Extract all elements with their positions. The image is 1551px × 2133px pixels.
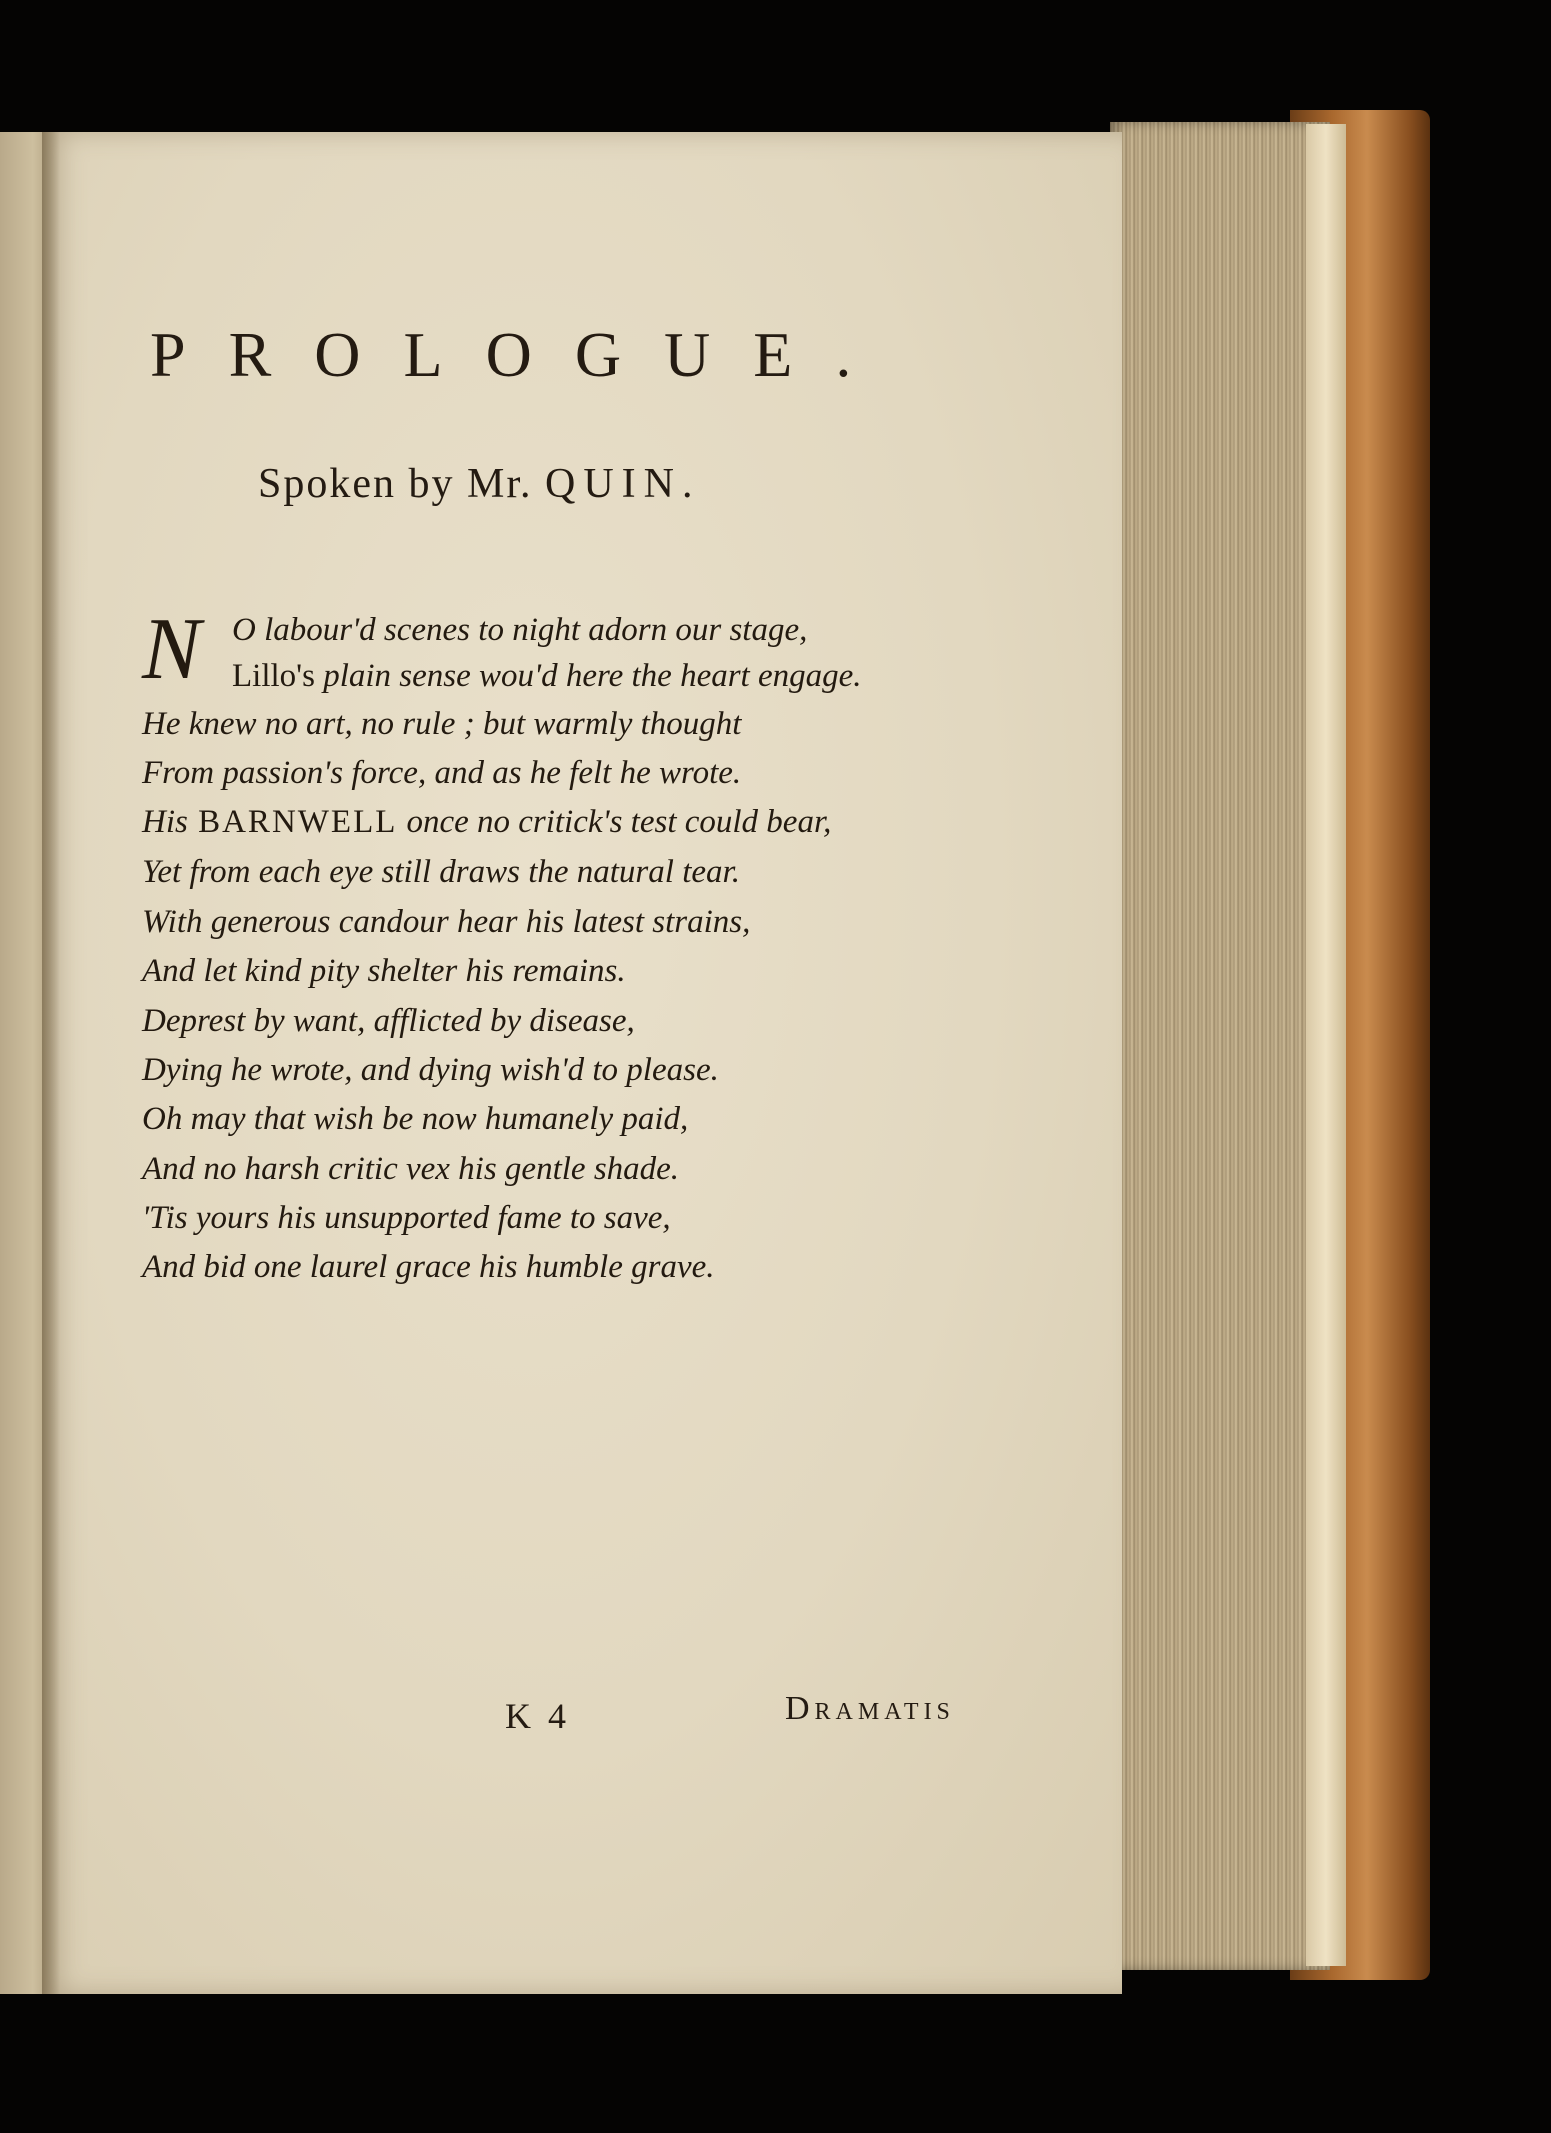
signature-mark: K 4 [505,1696,570,1736]
subtitle-prefix: Spoken by Mr. [258,461,533,507]
speaker-name: QUIN. [545,461,701,507]
poem-line [142,804,831,841]
poem-line: And let kind pity shelter his remains. [142,953,626,989]
poem-text: His [142,804,188,840]
poem-line: And bid one laurel grace his humble grave. [142,1249,715,1285]
poem-line: Dying he wrote, and dying wish'd to please. [142,1052,719,1088]
poem-word: Lillo's [232,658,315,694]
poem-text: once no critick's test could bear, [406,804,832,840]
poem-line [232,658,862,695]
poem-text: plain sense wou'd here the heart engage. [314,658,862,694]
catchword: Dramatis [785,1690,955,1727]
page-block-edges [1110,122,1330,1970]
poem-line: And no harsh critic vex his gentle shade. [142,1151,680,1187]
page-gutter [42,132,60,1994]
poem-line: From passion's force, and as he felt he wrote. [142,755,742,791]
page-fore-edge [1306,124,1346,1966]
poem-name: BARNWELL [187,804,407,840]
page-subtitle [258,460,701,508]
poem-line: O labour'd scenes to night adorn our stage, [232,612,808,648]
poem-line: 'Tis yours his unsupported fame to save, [142,1200,671,1236]
poem-line: Oh may that wish be now humanely paid, [142,1101,689,1137]
page-title: PROLOGUE. [150,319,895,390]
drop-cap: N [142,601,201,698]
poem-line: Yet from each eye still draws the natural tear. [142,854,740,890]
poem-line: Deprest by want, afflicted by disease, [142,1003,635,1039]
poem-line: He knew no art, no rule ; but warmly thought [142,706,742,742]
poem-line: With generous candour hear his latest strains, [142,904,751,940]
